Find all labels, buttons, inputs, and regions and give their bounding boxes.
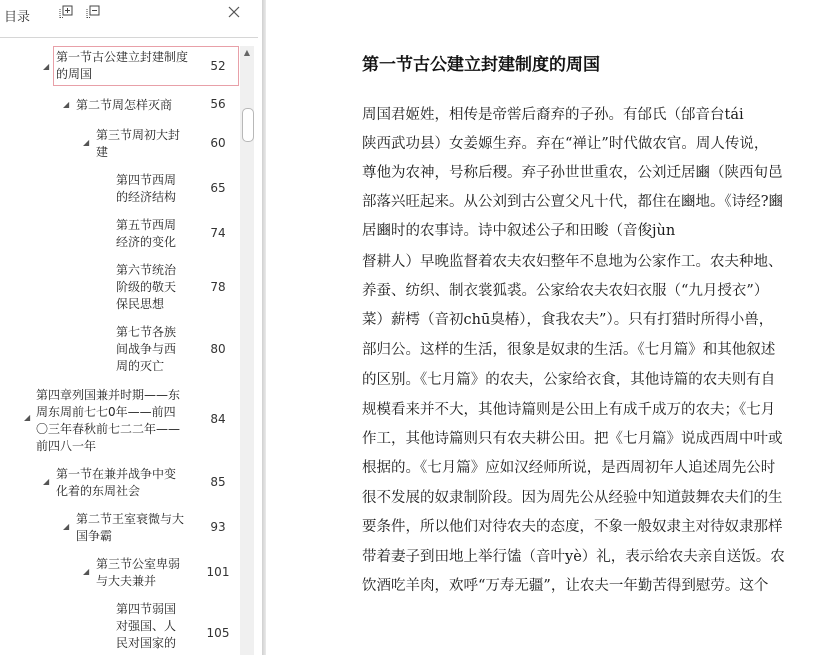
toc-item-label: 第四章列国兼并时期——东周东周前七七0年——前四〇三年春秋前七二二年——前四八一年 <box>36 388 181 453</box>
toc-item[interactable] <box>0 465 240 501</box>
toc-item-label: 第三节周初大封建 <box>96 128 181 159</box>
scroll-thumb[interactable] <box>242 108 254 142</box>
toc-item-page: 52 <box>210 59 226 73</box>
toc-item[interactable] <box>0 555 240 591</box>
toc-item[interactable] <box>0 386 240 456</box>
document-heading: 第一节古公建立封建制度的周国 <box>362 55 600 75</box>
document-line: 督耕人）早晚监督着农夫农妇整年不息地为公家作工。农夫种地、 <box>362 254 783 270</box>
expanded-arrow-icon[interactable]: ◢ <box>43 477 50 486</box>
toc-item-label: 第一节在兼并战争中变化着的东周社会 <box>56 467 177 498</box>
document-line: 饮酒吃羊肉，欢呼“万寿无疆”，让农夫一年勤苦得到慰劳。这个 <box>362 578 769 594</box>
toc-item-label: 第三节公室卑弱与大夫兼并 <box>96 557 181 588</box>
toc-item-page: 60 <box>210 136 226 150</box>
toc-item[interactable] <box>0 47 240 85</box>
toc-list <box>0 42 240 655</box>
toc-item-label: 第四节弱国对强国、人民对国家的 <box>116 602 177 650</box>
document-line: 规模看来并不大，其他诗篇则是公田上有成千成万的农夫；《七月 <box>362 402 776 418</box>
document-line: 根据的。《七月篇》应如汉经师所说，是西周初年人追述周先公时 <box>362 460 776 476</box>
toc-header <box>0 0 262 30</box>
scroll-up-arrow-icon[interactable]: ▲ <box>243 48 251 57</box>
toc-item[interactable] <box>0 510 240 546</box>
toc-item-label: 第二节王室衰微与大国争霸 <box>76 512 185 543</box>
toc-item-label: 第二节周怎样灭商 <box>76 98 173 112</box>
document-line: 尊他为农神，号称后稷。弃子孙世世重农，公刘迁居豳（陕西旬邑 <box>362 165 783 181</box>
toc-item-page: 101 <box>206 565 230 579</box>
toc-item-page: 85 <box>210 475 226 489</box>
document-line: 陕西武功县）女姜嫄生弃。弃在“禅让”时代做农官。周人传说， <box>362 136 769 152</box>
toc-item[interactable] <box>0 216 240 252</box>
document-line: 居豳时的农事诗。诗中叙述公子和田畯（音俊jùn <box>362 223 676 239</box>
toc-item-page: 84 <box>210 412 226 426</box>
toc-item[interactable] <box>0 323 240 377</box>
expanded-arrow-icon[interactable]: ◢ <box>24 413 31 422</box>
expanded-arrow-icon[interactable]: ◢ <box>63 522 70 531</box>
toc-item[interactable] <box>0 171 240 207</box>
expanded-arrow-icon[interactable]: ◢ <box>83 567 90 576</box>
document-line: 的区别。《七月篇》的农夫，公家给衣食，其他诗篇的农夫则有自 <box>362 372 776 388</box>
document-line: 部归公。这样的生活，很象是奴隶的生活。《七月篇》和其他叙述 <box>362 342 776 358</box>
toc-item-label: 第七节各族间战争与西周的灭亡 <box>116 325 177 373</box>
document-line: 周国君姬姓，相传是帝喾后裔弃的子孙。有邰氏（邰音台tái <box>362 107 744 123</box>
toc-item-page: 80 <box>210 342 226 356</box>
toc-item-label: 第六节统治阶级的敬天保民思想 <box>116 263 177 311</box>
toc-item-page: 93 <box>210 520 226 534</box>
toc-item[interactable] <box>0 261 240 315</box>
toc-item-label: 第一节古公建立封建制度的周国 <box>56 50 189 81</box>
document-line: 菜）薪樗（音初chū臭椿），食我农夫”）。只有打猎时所得小兽， <box>362 312 774 328</box>
toc-item-page: 56 <box>210 97 226 111</box>
toc-item[interactable] <box>0 600 240 655</box>
toc-item-page: 65 <box>210 181 226 195</box>
toc-panel <box>0 0 262 655</box>
document-line: 作工，其他诗篇则只有农夫耕公田。把《七月篇》说成西周中叶或 <box>362 431 783 447</box>
toc-item-page: 74 <box>210 226 226 240</box>
toc-item-label: 第四节西周的经济结构 <box>116 173 177 204</box>
toc-divider <box>0 37 258 38</box>
toc-item-page: 105 <box>206 626 230 640</box>
document-line: 带着妻子到田地上举行馌（音叶yè）礼，表示给农夫亲自送饭。农 <box>362 549 785 565</box>
toc-item-page: 78 <box>210 280 226 294</box>
toc-scrollbar[interactable] <box>240 46 254 655</box>
toc-item[interactable] <box>0 126 240 162</box>
toc-title: 目录 <box>4 10 31 25</box>
toc-item[interactable] <box>0 96 240 116</box>
close-icon[interactable] <box>226 4 242 20</box>
collapse-all-icon[interactable] <box>86 5 100 19</box>
document-line: 很不发展的奴隶制阶段。因为周先公从经验中知道鼓舞农夫们的生 <box>362 490 783 506</box>
expanded-arrow-icon[interactable]: ◢ <box>43 62 50 71</box>
toc-item-label: 第五节西周经济的变化 <box>116 218 177 249</box>
document-line: 养蚕、纺织、制衣裳狐裘。公家给农夫农妇衣服（“九月授衣”） <box>362 283 769 299</box>
expanded-arrow-icon[interactable]: ◢ <box>83 138 90 147</box>
document-line: 要条件，所以他们对待农夫的态度，不象一般奴隶主对待奴隶那样 <box>362 519 783 535</box>
document-page <box>266 0 822 655</box>
expand-all-icon[interactable] <box>59 5 73 19</box>
expanded-arrow-icon[interactable]: ◢ <box>63 100 70 109</box>
document-line: 部落兴旺起来。从公刘到古公亶父凡十代，都住在豳地。《诗经?豳 <box>362 194 784 210</box>
